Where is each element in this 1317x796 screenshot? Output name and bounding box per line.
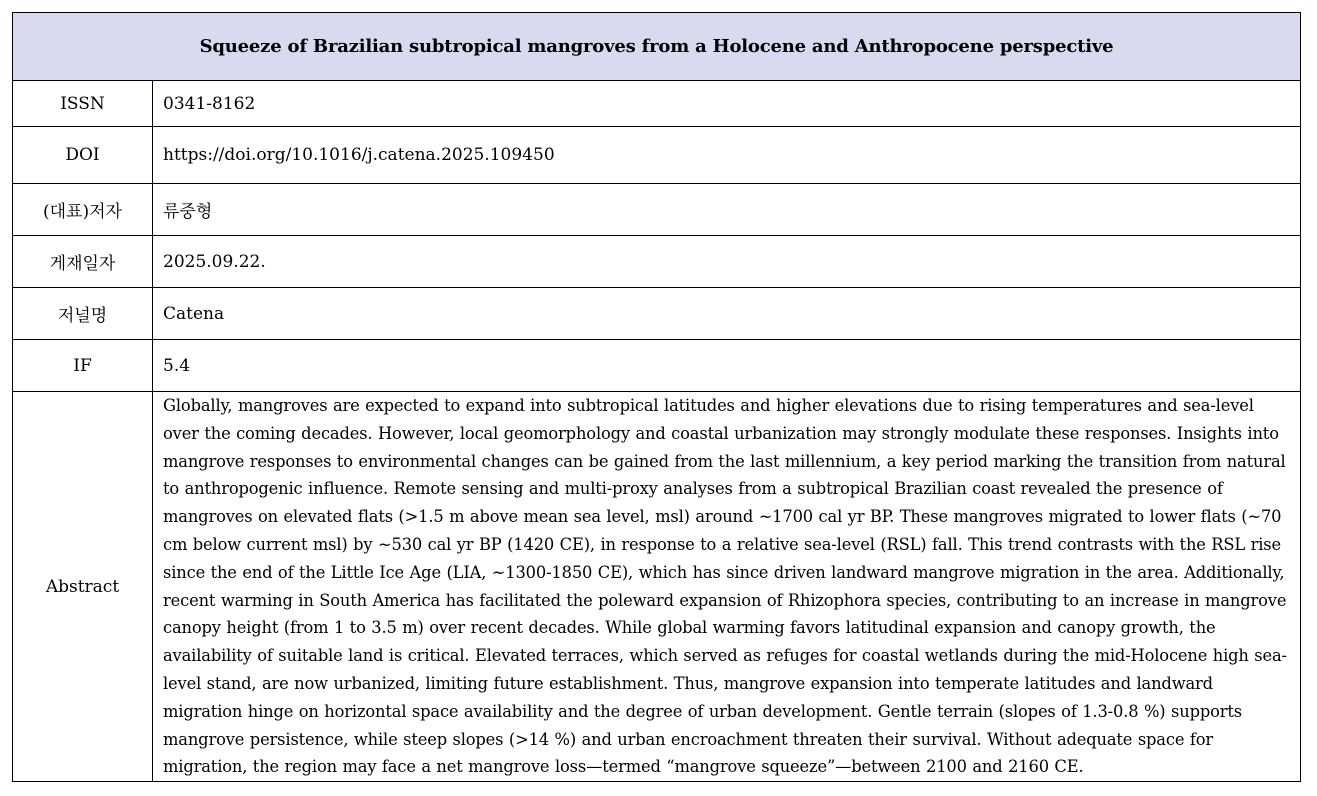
- table-row-abstract: [13, 392, 1301, 782]
- issn-label: ISSN: [13, 81, 153, 127]
- doi-value[interactable]: https://doi.org/10.1016/j.catena.2025.109450: [153, 127, 1301, 184]
- paper-title: Squeeze of Brazilian subtropical mangroves from a Holocene and Anthropocene perspective: [13, 13, 1301, 81]
- abstract-label: Abstract: [13, 392, 153, 782]
- paper-info-table: [12, 12, 1301, 782]
- paper-info-sheet: [12, 12, 1300, 782]
- issn-value: 0341-8162: [153, 81, 1301, 127]
- impact-factor-value: 5.4: [153, 340, 1301, 392]
- table-row-impact-factor: [13, 340, 1301, 392]
- journal-label: 저널명: [13, 288, 153, 340]
- publication-date-value: 2025.09.22.: [153, 236, 1301, 288]
- table-row-publication-date: [13, 236, 1301, 288]
- title-row: [13, 13, 1301, 81]
- table-row-journal: [13, 288, 1301, 340]
- table-row-issn: [13, 81, 1301, 127]
- doi-label: DOI: [13, 127, 153, 184]
- author-value: 류중형: [153, 184, 1301, 236]
- author-label: (대표)저자: [13, 184, 153, 236]
- impact-factor-label: IF: [13, 340, 153, 392]
- journal-value: Catena: [153, 288, 1301, 340]
- table-row-author: [13, 184, 1301, 236]
- table-row-doi: [13, 127, 1301, 184]
- abstract-text: Globally, mangroves are expected to expand into subtropical latitudes and higher elevations due to rising temperatures and sea-level over the coming decades. However, local geomorphology and coastal urbanization may strongly modulate these responses. Insights into mangrove responses to environmental changes can be gained from the last millennium, a key period marking the transition from natural to anthropogenic influence. Remote sensing and multi-proxy analyses from a subtropical Brazilian coast revealed the presence of mangroves on elevated flats (>1.5 m above mean sea level, msl) around ~1700 cal yr BP. These mangroves migrated to lower flats (~70 cm below current msl) by ~530 cal yr BP (1420 CE), in response to a relative sea-level (RSL) fall. This trend contrasts with the RSL rise since the end of the Little Ice Age (LIA, ~1300-1850 CE), which has since driven landward mangrove migration in the area. Additionally, recent warming in South America has facilitated the poleward expansion of Rhizophora species, contributing to an increase in mangrove canopy height (from 1 to 3.5 m) over recent decades. While global warming favors latitudinal expansion and canopy growth, the availability of suitable land is critical. Elevated terraces, which served as refuges for coastal wetlands during the mid-Holocene high sea-level stand, are now urbanized, limiting future establishment. Thus, mangrove expansion into temperate latitudes and landward migration hinge on horizontal space availability and the degree of urban development. Gentle terrain (slopes of 1.3-0.8 %) supports mangrove persistence, while steep slopes (>14 %) and urban encroachment threaten their survival. Without adequate space for migration, the region may face a net mangrove loss—termed “mangrove squeeze”—between 2100 and 2160 CE.: [153, 392, 1301, 782]
- publication-date-label: 게재일자: [13, 236, 153, 288]
